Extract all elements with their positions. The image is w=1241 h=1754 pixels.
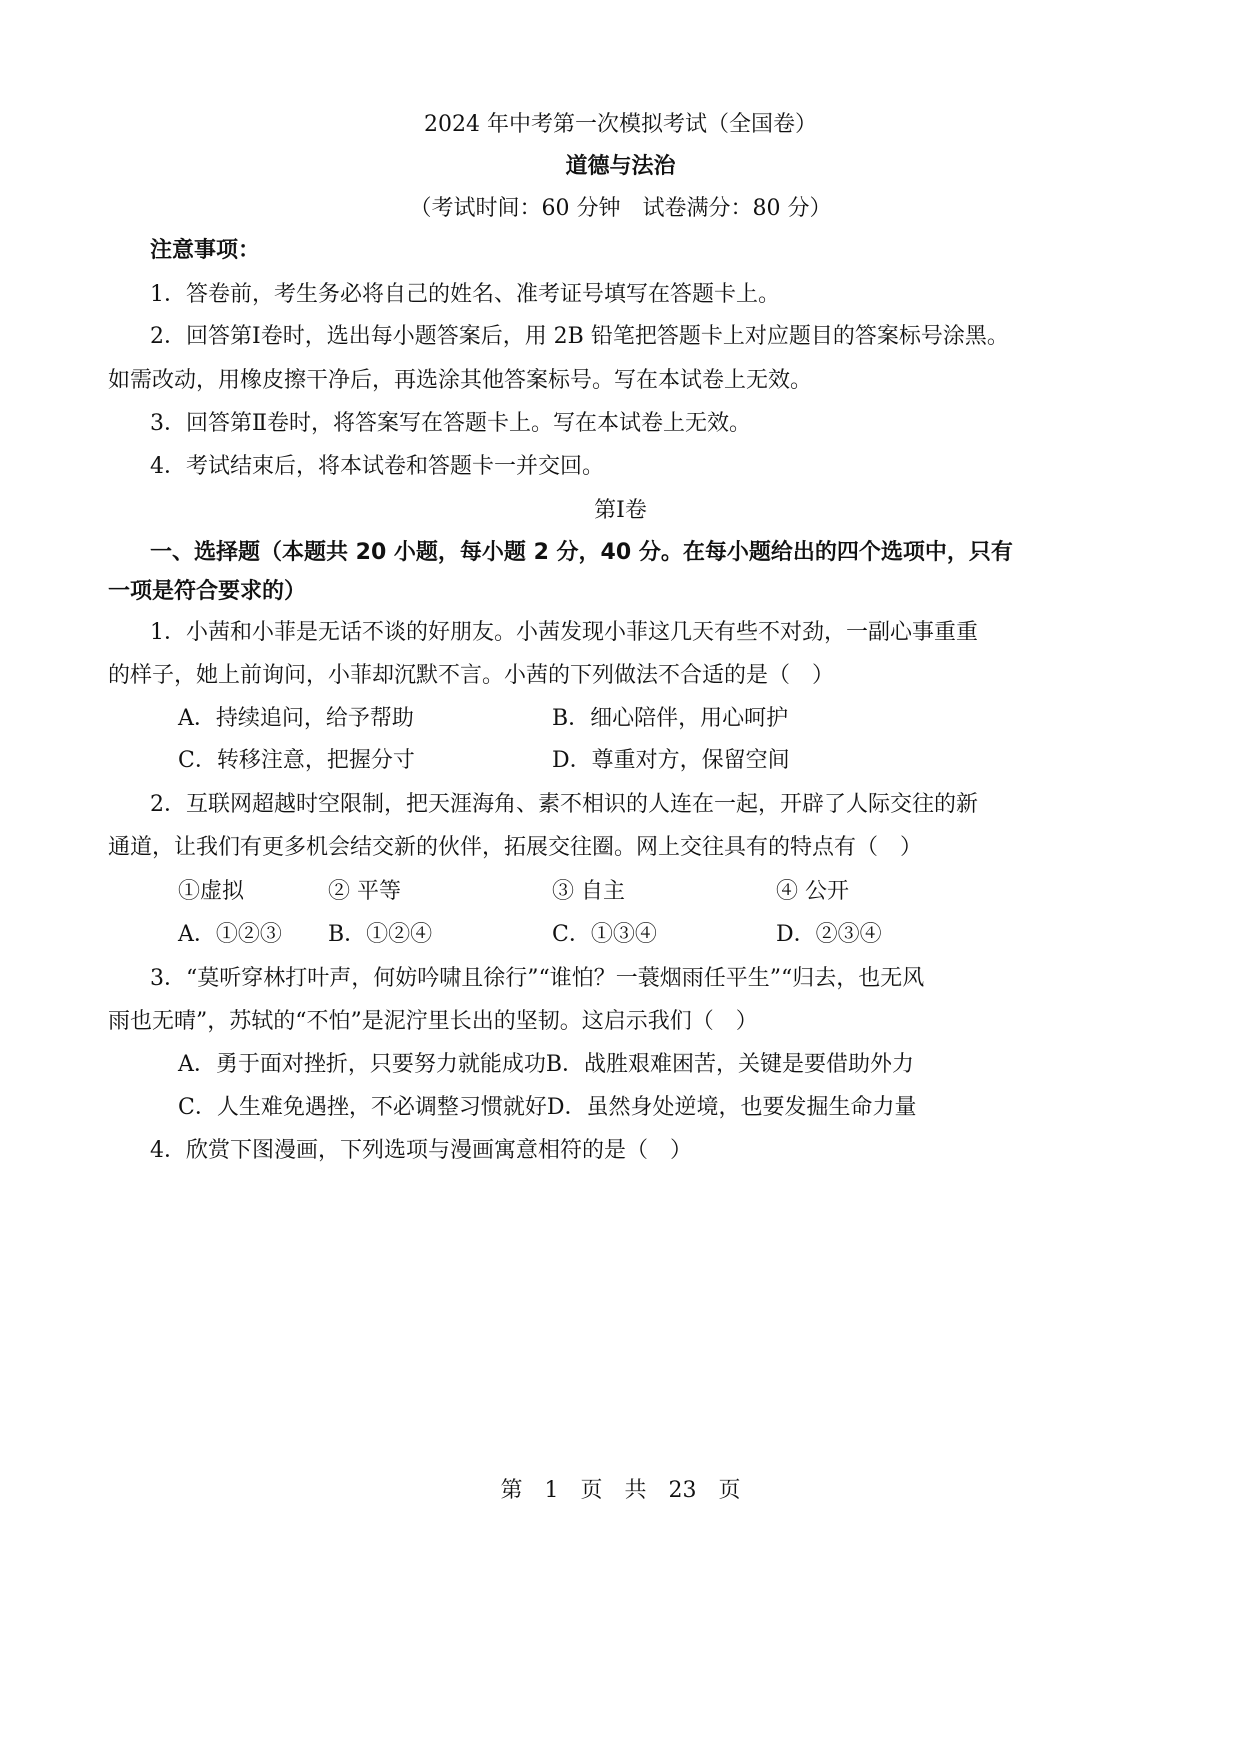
question-1-option-d: D．尊重对方，保留空间 [552,748,790,773]
section-heading-line-1: 一、选择题（本题共 20 小题，每小题 2 分，40 分。在每小题给出的四个选项中，只有 [150,540,1013,565]
question-1-line-2: 的样子，她上前询问，小菲却沉默不言。小茜的下列做法不合适的是（ ） [108,663,835,688]
question-2-statement-2: ② 平等 [328,879,401,904]
page-number: 第 1 页 共 23 页 [500,1478,741,1503]
question-2-statement-3: ③ 自主 [552,879,625,904]
exam-title: 2024 年中考第一次模拟考试（全国卷） [424,112,817,137]
question-2-option-a: A．①②③ [178,922,282,947]
question-2-statement-1: ①虚拟 [178,879,245,904]
note-item-1: 1．答卷前，考生务必将自己的姓名、准考证号填写在答题卡上。 [150,282,780,307]
section-heading-line-2: 一项是符合要求的） [108,579,307,604]
question-3-options-ab: A．勇于面对挫折，只要努力就能成功B．战胜艰难困苦，关键是要借助外力 [178,1052,915,1077]
note-item-4: 4．考试结束后，将本试卷和答题卡一并交回。 [150,454,604,479]
subject-title: 道德与法治 [565,154,676,179]
question-1-option-c: C．转移注意，把握分寸 [178,748,415,773]
question-4-line-1: 4．欣赏下图漫画，下列选项与漫画寓意相符的是（ ） [150,1138,692,1163]
note-item-2-line-2: 如需改动，用橡皮擦干净后，再选涂其他答案标号。写在本试卷上无效。 [108,368,813,393]
volume-label: 第Ⅰ卷 [594,498,647,523]
question-2-line-1: 2．互联网超越时空限制，把天涯海角、素不相识的人连在一起，开辟了人际交往的新 [150,792,978,817]
question-2-option-b: B．①②④ [328,922,433,947]
question-3-line-2: 雨也无晴”，苏轼的“不怕”是泥泞里长出的坚韧。这启示我们（ ） [108,1009,758,1034]
exam-info: （考试时间：60 分钟 试卷满分：80 分） [409,196,832,221]
question-1-option-a: A．持续追问，给予帮助 [178,706,414,731]
note-item-2-line-1: 2．回答第Ⅰ卷时，选出每小题答案后，用 2B 铅笔把答题卡上对应题目的答案标号涂黑。 [150,324,1009,349]
question-3-options-cd: C．人生难免遇挫，不必调整习惯就好D．虽然身处逆境，也要发掘生命力量 [178,1095,917,1120]
question-2-statement-4: ④ 公开 [776,879,849,904]
notes-heading: 注意事项： [150,238,261,263]
note-item-3: 3．回答第Ⅱ卷时，将答案写在答题卡上。写在本试卷上无效。 [150,411,751,436]
question-2-option-d: D．②③④ [776,922,882,947]
question-1-option-b: B．细心陪伴，用心呵护 [552,706,789,731]
question-3-line-1: 3．“莫听穿林打叶声，何妨吟啸且徐行”“谁怕？一蓑烟雨任平生”“归去，也无风 [150,966,925,991]
question-1-line-1: 1．小茜和小菲是无话不谈的好朋友。小茜发现小菲这几天有些不对劲，一副心事重重 [150,620,978,645]
question-2-line-2: 通道，让我们有更多机会结交新的伙伴，拓展交往圈。网上交往具有的特点有（ ） [108,835,923,860]
question-2-option-c: C．①③④ [552,922,657,947]
